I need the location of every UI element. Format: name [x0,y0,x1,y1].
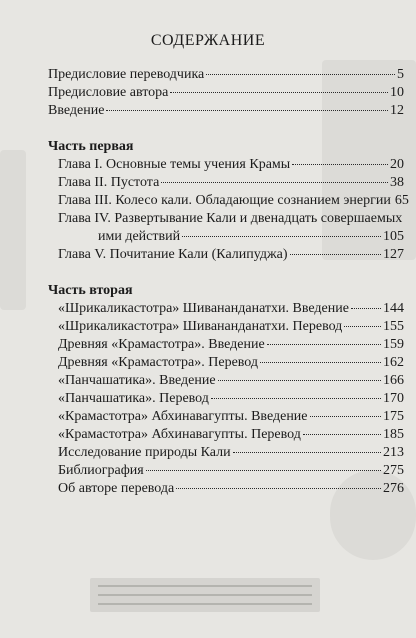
toc-entry-page: 105 [383,229,404,244]
leader-dots [146,470,381,471]
toc-entry [58,192,409,210]
leader-dots [182,236,381,237]
toc-entry-page: 10 [390,85,404,100]
toc-entry-label: Глава V. Почитание Кали (Калипуджа) [58,247,288,262]
toc-entry [48,66,404,84]
toc-entry-label: «Панчашатика». Введение [58,373,216,388]
toc-entry [58,174,404,192]
toc-entry [58,318,404,336]
toc-entry-label: «Панчашатика». Перевод [58,391,209,406]
leader-dots [106,110,388,111]
toc-entry-page: 127 [383,247,404,262]
toc-entry-label: «Шрикаликастотра» Шивананданатхи. Введение [58,301,349,316]
toc-entry-label: «Шрикаликастотра» Шивананданатхи. Перевод [58,319,343,334]
leader-dots [292,164,388,165]
toc-entry [58,462,404,480]
toc-entry-page: 170 [383,391,404,406]
leader-dots [170,92,388,93]
toc-entry-label: Глава I. Основные темы учения Крамы [58,157,291,172]
leader-dots [267,344,381,345]
leader-dots [260,362,381,363]
toc-entry-label: Древняя «Крамастотра». Перевод [58,355,259,370]
toc-entry-page: 213 [383,445,404,460]
leader-dots [206,74,395,75]
toc-entry [58,246,404,264]
part-heading: Часть вторая [48,283,133,298]
leader-dots [303,434,381,435]
toc-entry-page: 144 [383,301,404,316]
toc-entry-page: 275 [383,463,404,478]
toc-entry [58,372,404,390]
toc-entry-page: 155 [383,319,404,334]
toc-entry-continuation [58,228,404,246]
toc-entry-page: 185 [383,427,404,442]
toc-entry-page: 276 [383,481,404,496]
toc-entry-label: «Крамастотра» Абхинавагупты. Введение [58,409,308,424]
toc-entry-label: Введение [48,103,105,118]
toc-entry [58,210,404,228]
part-heading: Часть первая [48,139,134,154]
toc-entry [58,390,404,408]
leader-dots [218,380,381,381]
leader-dots [310,416,381,417]
toc-entry [58,480,404,498]
leader-dots [351,308,381,309]
toc-entry-page: 166 [383,373,404,388]
leader-dots [290,254,381,255]
toc-entry-page: 175 [383,409,404,424]
toc-entry-page: 38 [390,175,404,190]
toc-entry-label: Исследование природы Кали [58,445,231,460]
toc-entry [58,408,404,426]
toc-entry [58,300,404,318]
leader-dots [211,398,381,399]
leader-dots [233,452,381,453]
toc-entry-label: Предисловие переводчика [48,67,205,82]
toc-entry [48,102,404,120]
toc-entry-label: ими действий [98,229,181,244]
leader-dots [344,326,381,327]
toc-entry [58,444,404,462]
toc-entry-page: 65 [394,193,409,208]
toc-entry-page: 12 [390,103,404,118]
toc-entry-label: Глава III. Колесо кали. Обладающие сознанием энергии [58,193,391,208]
toc-entry [58,156,404,174]
toc-entry [58,354,404,372]
toc-entry [48,84,404,102]
toc-entry-page: 159 [383,337,404,352]
toc-entry-label: Библиография [58,463,144,478]
toc-entry-label: Глава IV. Развертывание Кали и двенадцать совершаемых [58,211,403,226]
toc-entry [58,426,404,444]
toc-entry-label: Об авторе перевода [58,481,175,496]
toc-entry-label: Древняя «Крамастотра». Введение [58,337,265,352]
toc-entry-page: 162 [383,355,404,370]
page-title: СОДЕРЖАНИЕ [150,32,266,49]
toc-entry [58,336,404,354]
toc-entry-page: 20 [390,157,404,172]
leader-dots [161,182,388,183]
toc-entry-label: Глава II. Пустота [58,175,160,190]
toc-entry-label: «Крамастотра» Абхинавагупты. Перевод [58,427,301,442]
leader-dots [176,488,381,489]
toc-entry-page: 5 [397,67,404,82]
toc-entry-label: Предисловие автора [48,85,169,100]
